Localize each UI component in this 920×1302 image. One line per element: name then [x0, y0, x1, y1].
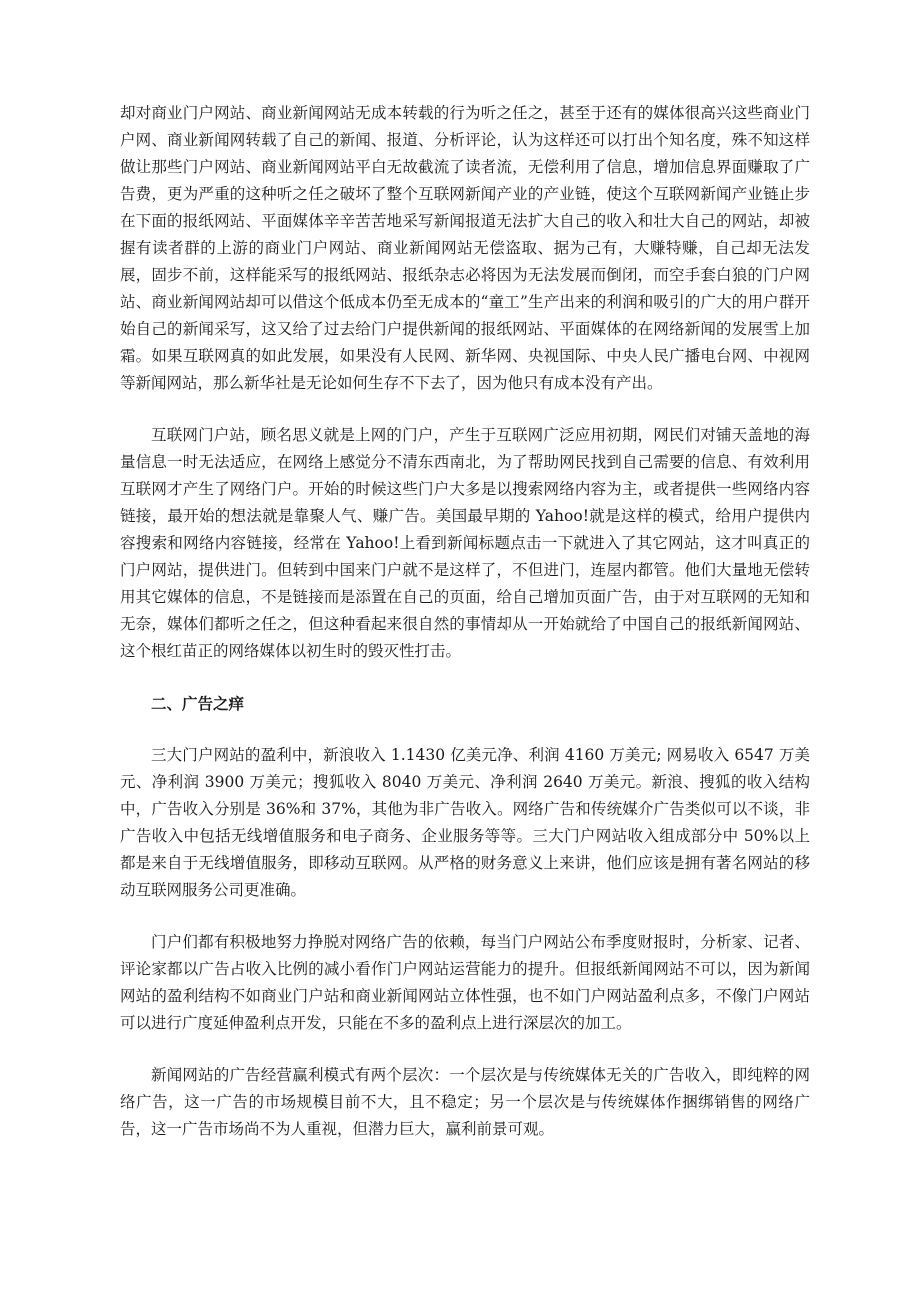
paragraph-4: 门户们都有积极地努力挣脱对网络广告的依赖，每当门户网站公布季度财报时，分析家、记者、评论家都以广告占收入比例的减小看作门户网站运营能力的提升。但报纸新闻网站不可以，因为新闻网站的盈利结构不如商业门户站和商业新闻网站立体性强，也不如门户网站盈利点多，不像门户网站可以进行广度延伸盈利点开发，只能在不多的盈利点上进行深层次的加工。 [120, 933, 810, 1032]
paragraph-2: 互联网门户站，顾名思义就是上网的门户，产生于互联网广泛应用初期，网民们对铺天盖地的海量信息一时无法适应，在网络上感觉分不清东西南北，为了帮助网民找到自己需要的信息、有效利用互联网才产生了网络门户。开始的时候这些门户大多是以搜索网络内容为主，或者提供一些网络内容链接，最开始的想法就是靠聚人气、赚广告。美国最早期的 Yahoo!就是这样的模式，给用户提供内容搜索和网络内容链接，经常在 Yahoo!上看到新闻标题点击一下就进入了其它网站，这才叫真正的门户网站，提供进门。但转到中国来门户就不是这样了，不但进门，连屋内都管。他们大量地无偿转用其它媒体的信息，不是链接而是添置在自己的页面，给自己增加页面广告，由于对互联网的无知和无奈，媒体们都听之任之，但这种看起来很自然的事情却从一开始就给了中国自己的报纸新闻网站、这个根红苗正的网络媒体以初生时的毁灭性打击。 [120, 426, 810, 660]
paragraph-1: 却对商业门户网站、商业新闻网站无成本转载的行为听之任之，甚至于还有的媒体很高兴这些商业门户网、商业新闻网转载了自己的新闻、报道、分析评论，认为这样还可以打出个知名度，殊不知这样做让那些门户网站、商业新闻网站平白无故截流了读者流，无偿利用了信息，增加信息界面赚取了广告费，更为严重的这种听之任之破坏了整个互联网新闻产业的产业链，使这个互联网新闻产业链止步在下面的报纸网站、平面媒体辛辛苦苦地采写新闻报道无法扩大自己的收入和壮大自己的网站，却被握有读者群的上游的商业门户网站、商业新闻网站无偿盗取、据为己有，大赚特赚，自己却无法发展，固步不前，这样能采写的报纸网站、报纸杂志必将因为无法发展而倒闭，而空手套白狼的门户网站、商业新闻网站却可以借这个低成本仍至无成本的“童工”生产出来的利润和吸引的广大的用户群开始自己的新闻采写，这又给了过去给门户提供新闻的报纸网站、平面媒体的在网络新闻的发展雪上加霜。如果互联网真的如此发展，如果没有人民网、新华网、央视国际、中央人民广播电台网、中视网等新闻网站，那么新华社是无论如何生存不下去了，因为他只有成本没有产出。 [120, 104, 810, 392]
document-body [120, 100, 810, 1168]
section-heading: 二、广告之痒 [151, 694, 245, 713]
paragraph-5: 新闻网站的广告经营赢利模式有两个层次：一个层次是与传统媒体无关的广告收入，即纯粹的网络广告，这一广告的市场规模目前不大，且不稳定；另一个层次是与传统媒体作捆绑销售的网络广告，这一广告市场尚不为人重视，但潜力巨大，赢利前景可观。 [120, 1066, 810, 1138]
paragraph-3: 三大门户网站的盈利中，新浪收入 1.1430 亿美元净、利润 4160 万美元; 网易收入 6547 万美元、净利润 3900 万美元；搜狐收入 8040 万美元、净利润 2640 万美元。新浪、搜狐的收入结构中，广告收入分别是 36%和 37%，其他为非广告收入。网络广告和传统媒介广告类似可以不谈，非广告收入中包括无线增值服务和电子商务、企业服务等等。三大门户网站收入组成部分中 50%以上都是来自于无线增值服务，即移动互联网。从严格的财务意义上来讲，他们应该是拥有著名网站的移动互联网服务公司更准确。 [120, 746, 810, 899]
